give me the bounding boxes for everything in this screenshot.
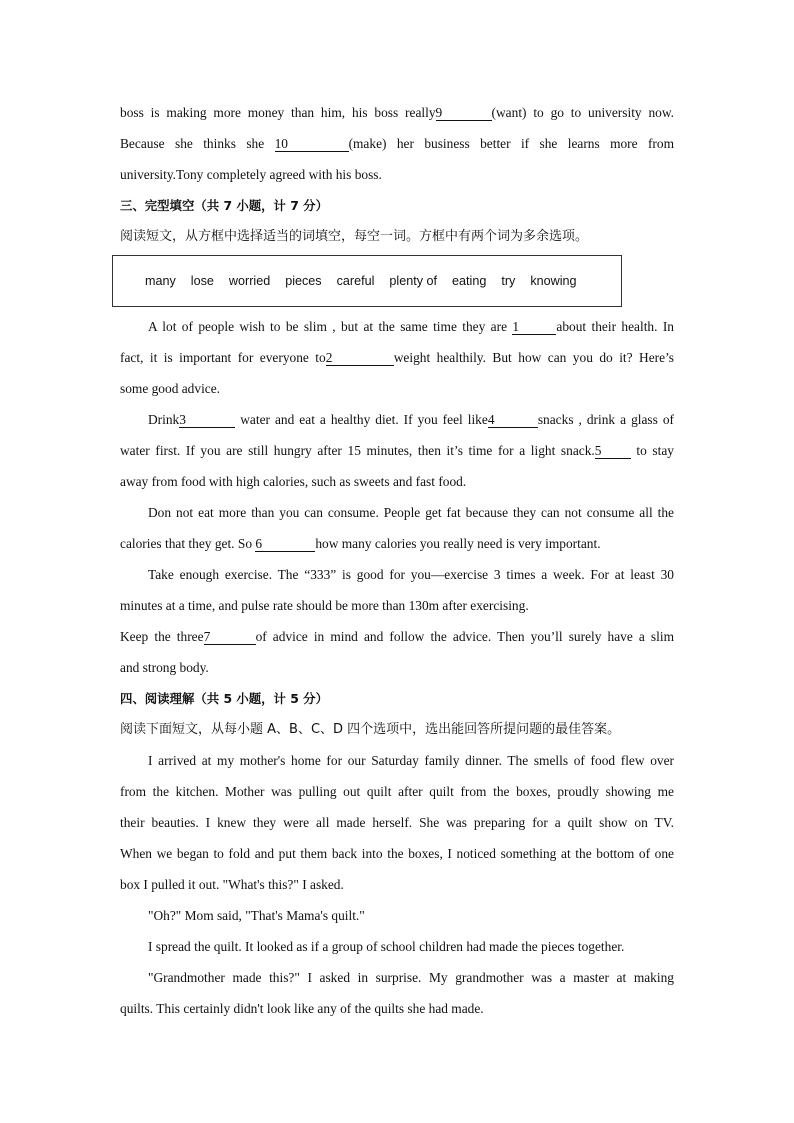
text-run: (want) to go to university now. <box>491 105 674 120</box>
word-option: careful <box>336 274 375 288</box>
passage-line <box>120 528 674 559</box>
blank-4: 4 <box>488 413 538 428</box>
passage-line: university.Tony completely agreed with his boss. <box>120 167 382 182</box>
blank-10: 10 <box>275 137 349 152</box>
passage-line <box>120 342 674 373</box>
passage-line: "Oh?" Mom said, "That's Mama's quilt." <box>148 908 365 923</box>
blank-5: 5 <box>595 444 631 459</box>
text-run: boss is making more money than him, his boss really <box>120 105 436 120</box>
word-option: plenty of <box>389 274 438 288</box>
text-run: Because she thinks she <box>120 136 275 151</box>
word-option: try <box>501 274 516 288</box>
passage-line: I spread the quilt. It looked as if a group of school children had made the pieces together. <box>148 939 625 954</box>
passage-line: I arrived at my mother's home for our Saturday family dinner. The smells of food flew over <box>148 753 674 768</box>
passage-line: minutes at a time, and pulse rate should be more than 130m after exercising. <box>120 598 529 613</box>
text-run: fact, it is important for everyone to <box>120 350 326 365</box>
text-run: calories that they get. So <box>120 536 256 551</box>
section-heading-cloze: 三、完型填空（共 7 小题，计 7 分） <box>120 198 328 213</box>
text-run: A lot of people wish to be slim , but at the same time they are <box>148 319 513 334</box>
passage-line: and strong body. <box>120 660 209 675</box>
passage-line: quilts. This certainly didn't look like any of the quilts she had made. <box>120 1001 484 1016</box>
word-bank-box <box>112 255 622 307</box>
word-option: pieces <box>285 274 322 288</box>
text-run: water first. If you are still hungry after 15 minutes, then it’s time for a light snack. <box>120 443 595 458</box>
section-heading-reading: 四、阅读理解（共 5 小题，计 5 分） <box>120 691 328 706</box>
blank-3: 3 <box>179 413 235 428</box>
word-option: worried <box>228 274 271 288</box>
blank-6: 6 <box>255 537 315 552</box>
blank-7: 7 <box>204 630 256 645</box>
text-run: of advice in mind and follow the advice. Then you’ll surely have a slim <box>255 629 674 644</box>
text-run: snacks , drink a glass of <box>537 412 674 427</box>
passage-line: box I pulled it out. "What's this?" I asked. <box>120 877 344 892</box>
text-run: weight healthily. But how can you do it? Here’s <box>393 350 675 365</box>
word-option: knowing <box>530 274 577 288</box>
passage-line: "Grandmother made this?" I asked in surprise. My grandmother was a master at making <box>148 970 674 985</box>
passage-line: Take enough exercise. The “333” is good for you—exercise 3 times a week. For at least 30 <box>148 567 674 582</box>
passage-line <box>120 435 674 466</box>
passage-line: from the kitchen. Mother was pulling out quilt after quilt from the boxes, proudly showing me <box>120 784 674 799</box>
passage-line: their beauties. I knew they were all made herself. She was preparing for a quilt show on TV. <box>120 815 674 830</box>
passage-line: some good advice. <box>120 381 221 396</box>
passage-line: When we began to fold and put them back into the boxes, I noticed something at the bottom of one <box>120 846 674 861</box>
document-page <box>120 97 674 1024</box>
passage-line: away from food with high calories, such as sweets and fast food. <box>120 474 467 489</box>
word-option: many <box>145 274 176 288</box>
passage-line: Don not eat more than you can consume. People get fat because they can not consume all the <box>148 505 674 520</box>
passage-line <box>120 404 674 435</box>
passage-line <box>120 311 674 342</box>
text-run: (make) her business better if she learns more from <box>348 136 674 151</box>
text-run: how many calories you really need is very important. <box>315 536 601 551</box>
word-option: eating <box>452 274 487 288</box>
text-run: about their health. In <box>556 319 674 334</box>
blank-9: 9 <box>436 106 492 121</box>
text-run: to stay <box>630 443 674 458</box>
blank-1: 1 <box>512 320 556 335</box>
word-option: lose <box>190 274 214 288</box>
passage-line <box>120 621 674 652</box>
cloze-instruction: 阅读短文，从方框中选择适当的词填空，每空一词。方框中有两个词为多余选项。 <box>120 229 589 244</box>
text-run: Keep the three <box>120 629 204 644</box>
text-run: Drink <box>148 412 180 427</box>
text-run: water and eat a healthy diet. If you feel like <box>235 412 488 427</box>
reading-instruction: 阅读下面短文，从每小题 A、B、C、D 四个选项中，选出能回答所提问题的最佳答案。 <box>120 722 621 737</box>
blank-2: 2 <box>326 351 394 366</box>
passage-line <box>120 128 674 159</box>
passage-line <box>120 97 674 128</box>
